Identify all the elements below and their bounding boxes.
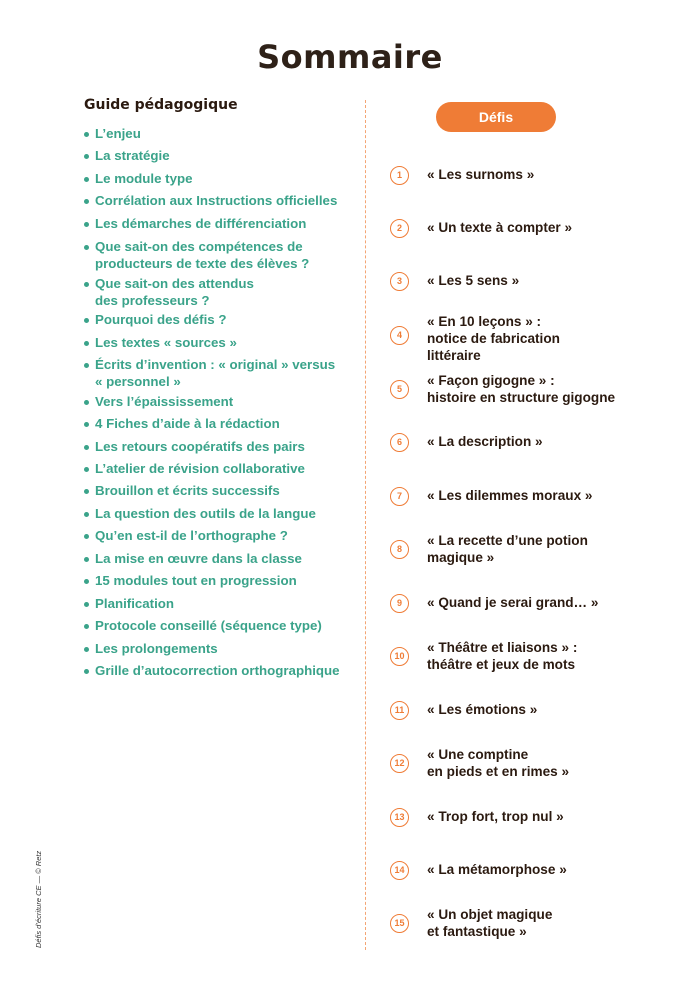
bullet-icon xyxy=(84,132,89,137)
defi-title-line: « La métamorphose » xyxy=(427,862,567,877)
defi-title-line: « Une comptine xyxy=(427,747,529,762)
guide-item xyxy=(84,528,359,545)
defi-number-badge: 7 xyxy=(390,487,409,506)
defi-number-badge: 2 xyxy=(390,219,409,238)
copyright-note: Défis d’écriture CE — © Retz xyxy=(34,850,43,948)
guide-item-text: Écrits d’invention : « original » versus xyxy=(95,357,336,372)
guide-item-text: Qu’en est-il de l’orthographe ? xyxy=(95,528,288,543)
defi-title-line: littéraire xyxy=(427,348,481,363)
defi-number-badge: 9 xyxy=(390,594,409,613)
bullet-icon xyxy=(84,363,89,368)
defi-title xyxy=(427,219,687,236)
guide-item xyxy=(84,239,359,272)
guide-item-text: Que sait-on des compétences de xyxy=(95,239,303,254)
guide-item xyxy=(84,216,359,233)
defi-title xyxy=(427,906,687,940)
defi-title xyxy=(427,166,687,183)
defi-title-line: en pieds et en rimes » xyxy=(427,764,570,779)
guide-item-text: 15 modules tout en progression xyxy=(95,573,297,588)
bullet-icon xyxy=(84,422,89,427)
guide-item xyxy=(84,276,359,309)
guide-item xyxy=(84,573,359,590)
bullet-icon xyxy=(84,669,89,674)
guide-item-text: La stratégie xyxy=(95,148,170,163)
defi-title-line: « Les dilemmes moraux » xyxy=(427,488,593,503)
guide-item xyxy=(84,618,359,635)
defi-title xyxy=(427,372,687,406)
guide-item-text: Les démarches de différenciation xyxy=(95,216,307,231)
bullet-icon xyxy=(84,467,89,472)
guide-item xyxy=(84,357,359,390)
defi-title-line: « Les émotions » xyxy=(427,702,538,717)
defi-number-badge: 1 xyxy=(390,166,409,185)
defi-title xyxy=(427,433,687,450)
defi-title xyxy=(427,532,687,566)
guide-item-text: 4 Fiches d’aide à la rédaction xyxy=(95,416,280,431)
guide-heading: Guide pédagogique xyxy=(84,97,238,113)
defi-title xyxy=(427,594,687,611)
defi-title-line: « Les surnoms » xyxy=(427,167,535,182)
guide-item-text: Pourquoi des défis ? xyxy=(95,312,227,327)
guide-item xyxy=(84,148,359,165)
guide-item xyxy=(84,394,359,411)
defi-title-line: « Quand je serai grand… » xyxy=(427,595,599,610)
defi-title-line: « Les 5 sens » xyxy=(427,273,520,288)
defi-number-badge: 15 xyxy=(390,914,409,933)
defi-number-badge: 3 xyxy=(390,272,409,291)
defi-title-line: et fantastique » xyxy=(427,924,527,939)
bullet-icon xyxy=(84,341,89,346)
defi-title-line: « La recette d’une potion xyxy=(427,533,588,548)
guide-item-text: Les textes « sources » xyxy=(95,335,237,350)
guide-item xyxy=(84,551,359,568)
defi-number-badge: 4 xyxy=(390,326,409,345)
defi-number-badge: 6 xyxy=(390,433,409,452)
defi-title-line: « Un objet magique xyxy=(427,907,553,922)
guide-item-text: Les prolongements xyxy=(95,641,218,656)
guide-item xyxy=(84,663,359,680)
guide-item xyxy=(84,126,359,143)
guide-item-text: « personnel » xyxy=(95,373,181,389)
guide-item-text: Vers l’épaississement xyxy=(95,394,234,409)
defi-title xyxy=(427,487,687,504)
guide-item-text: La mise en œuvre dans la classe xyxy=(95,551,302,566)
guide-item-text: Corrélation aux Instructions officielles xyxy=(95,193,338,208)
defi-title xyxy=(427,746,687,780)
bullet-icon xyxy=(84,579,89,584)
defi-number-badge: 5 xyxy=(390,380,409,399)
guide-item xyxy=(84,461,359,478)
guide-item xyxy=(84,193,359,210)
guide-item-text: des professeurs ? xyxy=(95,292,210,308)
defi-title-line: « Théâtre et liaisons » : xyxy=(427,640,578,655)
defi-title-line: magique » xyxy=(427,550,495,565)
defi-number-badge: 8 xyxy=(390,540,409,559)
guide-item-text: L’enjeu xyxy=(95,126,141,141)
defi-title xyxy=(427,313,687,364)
guide-item-text: Le module type xyxy=(95,171,193,186)
bullet-icon xyxy=(84,318,89,323)
guide-item-text: Grille d’autocorrection orthographique xyxy=(95,663,340,678)
guide-item-text: Planification xyxy=(95,596,175,611)
guide-item xyxy=(84,312,359,329)
bullet-icon xyxy=(84,534,89,539)
defi-number-badge: 14 xyxy=(390,861,409,880)
guide-item-text: La question des outils de la langue xyxy=(95,506,316,521)
bullet-icon xyxy=(84,154,89,159)
bullet-icon xyxy=(84,445,89,450)
defi-title-line: notice de fabrication xyxy=(427,331,560,346)
guide-item xyxy=(84,506,359,523)
guide-item xyxy=(84,416,359,433)
guide-item-text: Brouillon et écrits successifs xyxy=(95,483,280,498)
guide-item xyxy=(84,335,359,352)
bullet-icon xyxy=(84,602,89,607)
bullet-icon xyxy=(84,222,89,227)
bullet-icon xyxy=(84,557,89,562)
page-title: Sommaire xyxy=(257,38,443,76)
guide-item xyxy=(84,641,359,658)
defi-title xyxy=(427,808,687,825)
bullet-icon xyxy=(84,647,89,652)
bullet-icon xyxy=(84,512,89,517)
bullet-icon xyxy=(84,624,89,629)
guide-item-text: Que sait-on des attendus xyxy=(95,276,254,291)
guide-item xyxy=(84,483,359,500)
defi-number-badge: 12 xyxy=(390,754,409,773)
defi-title-line: « En 10 leçons » : xyxy=(427,314,542,329)
defi-number-badge: 11 xyxy=(390,701,409,720)
bullet-icon xyxy=(84,199,89,204)
bullet-icon xyxy=(84,245,89,250)
defi-title-line: « La description » xyxy=(427,434,543,449)
bullet-icon xyxy=(84,489,89,494)
guide-item-text: Les retours coopératifs des pairs xyxy=(95,439,305,454)
guide-item-text: Protocole conseillé (séquence type) xyxy=(95,618,322,633)
guide-item xyxy=(84,171,359,188)
bullet-icon xyxy=(84,282,89,287)
guide-item xyxy=(84,439,359,456)
defi-title xyxy=(427,639,687,673)
guide-item-text: L’atelier de révision collaborative xyxy=(95,461,305,476)
bullet-icon xyxy=(84,177,89,182)
defi-title-line: théâtre et jeux de mots xyxy=(427,657,576,672)
defi-title-line: « Trop fort, trop nul » xyxy=(427,809,564,824)
guide-item-text: producteurs de texte des élèves ? xyxy=(95,255,310,271)
defis-badge: Défis xyxy=(436,102,556,132)
defi-title-line: histoire en structure gigogne xyxy=(427,390,616,405)
bullet-icon xyxy=(84,400,89,405)
defi-title xyxy=(427,701,687,718)
column-divider xyxy=(365,100,366,950)
defi-title xyxy=(427,272,687,289)
defi-title-line: « Un texte à compter » xyxy=(427,220,573,235)
defi-title xyxy=(427,861,687,878)
defi-number-badge: 13 xyxy=(390,808,409,827)
guide-item xyxy=(84,596,359,613)
defi-number-badge: 10 xyxy=(390,647,409,666)
defi-title-line: « Façon gigogne » : xyxy=(427,373,555,388)
